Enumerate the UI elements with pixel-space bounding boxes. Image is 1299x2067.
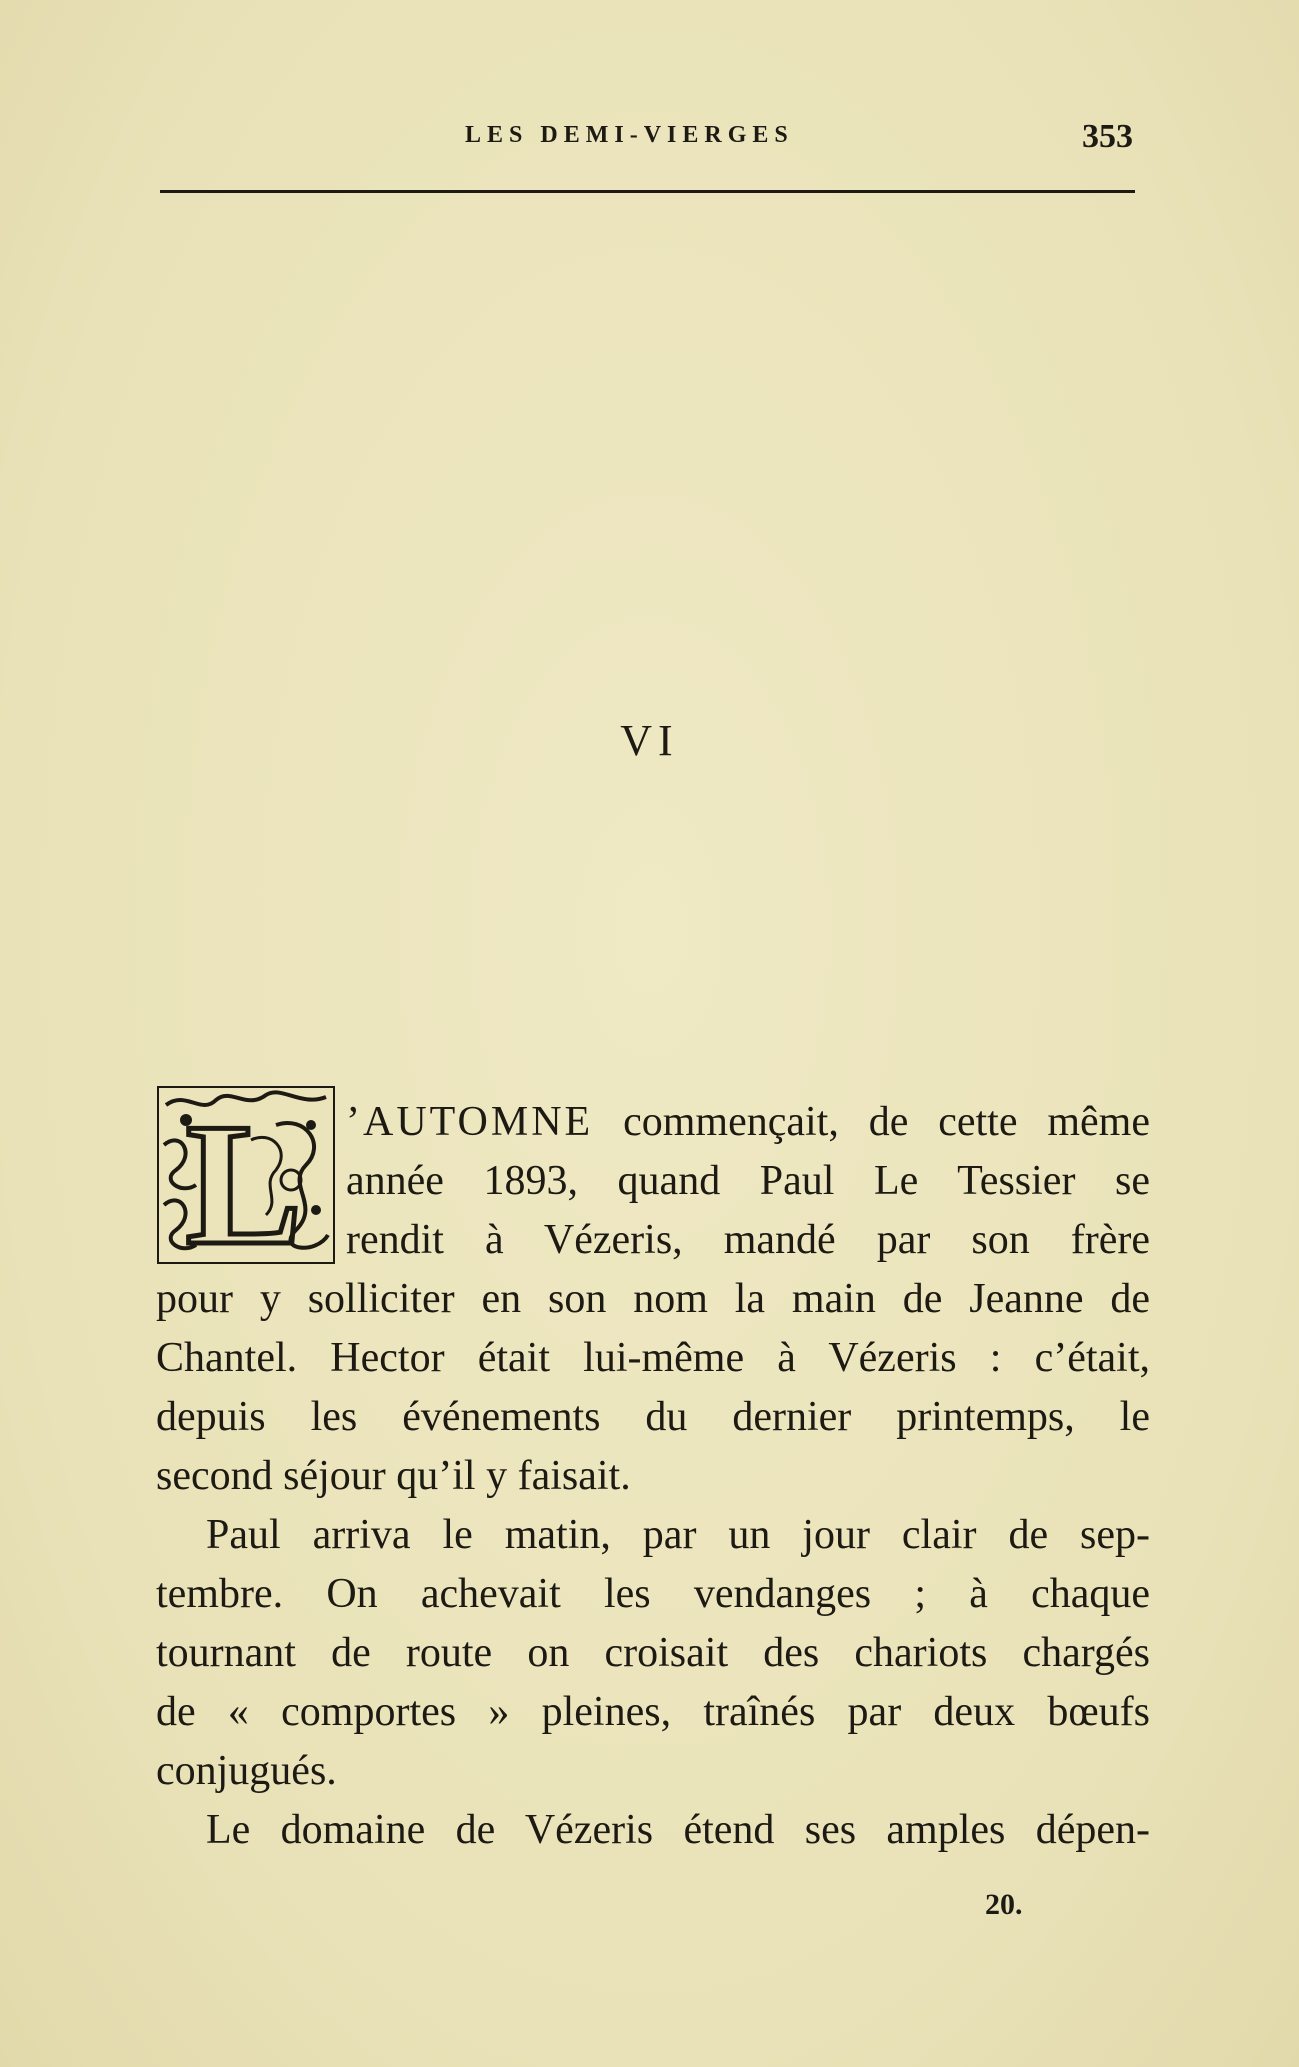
running-head bbox=[160, 118, 1135, 158]
page-number: 353 bbox=[1082, 118, 1133, 155]
paragraph bbox=[156, 1506, 1150, 1801]
text-line: année 1893, quand Paul Le Tessier se bbox=[346, 1158, 1150, 1204]
text-line: rendit à Vézeris, mandé par son frère bbox=[346, 1217, 1150, 1263]
text-line: pour y solliciter en son nom la main de Jeanne de bbox=[156, 1276, 1150, 1322]
paragraph bbox=[156, 1801, 1150, 1860]
text-line: Paul arriva le matin, par un jour clair de sep- bbox=[206, 1512, 1150, 1558]
text-line-content: commençait, de cette même bbox=[593, 1099, 1150, 1145]
text-line: tembre. On achevait les vendanges ; à chaque bbox=[156, 1571, 1150, 1617]
text-line: conjugués. bbox=[156, 1748, 337, 1794]
text-line: second séjour qu’il y faisait. bbox=[156, 1453, 631, 1499]
text-line: depuis les événements du dernier printemps, le bbox=[156, 1394, 1150, 1440]
text-line bbox=[156, 1093, 1150, 1152]
running-title: LES DEMI-VIERGES bbox=[465, 122, 794, 148]
header-rule bbox=[160, 190, 1135, 193]
drop-cap-letter: L bbox=[185, 1087, 303, 1265]
body-text bbox=[156, 1093, 1150, 1860]
paragraph bbox=[156, 1093, 1150, 1506]
text-line: Chantel. Hector était lui-même à Vézeris : c’était, bbox=[156, 1335, 1150, 1381]
text-line: Le domaine de Vézeris étend ses amples dépen- bbox=[206, 1807, 1150, 1853]
chapter-number: VI bbox=[620, 716, 679, 765]
text-line: de « comportes » pleines, traînés par deux bœufs bbox=[156, 1689, 1150, 1735]
text-line: tournant de route on croisait des chariots chargés bbox=[156, 1630, 1150, 1676]
signature-mark: 20. bbox=[985, 1888, 1023, 1921]
small-caps-opening: ’AUTOMNE bbox=[346, 1099, 594, 1145]
